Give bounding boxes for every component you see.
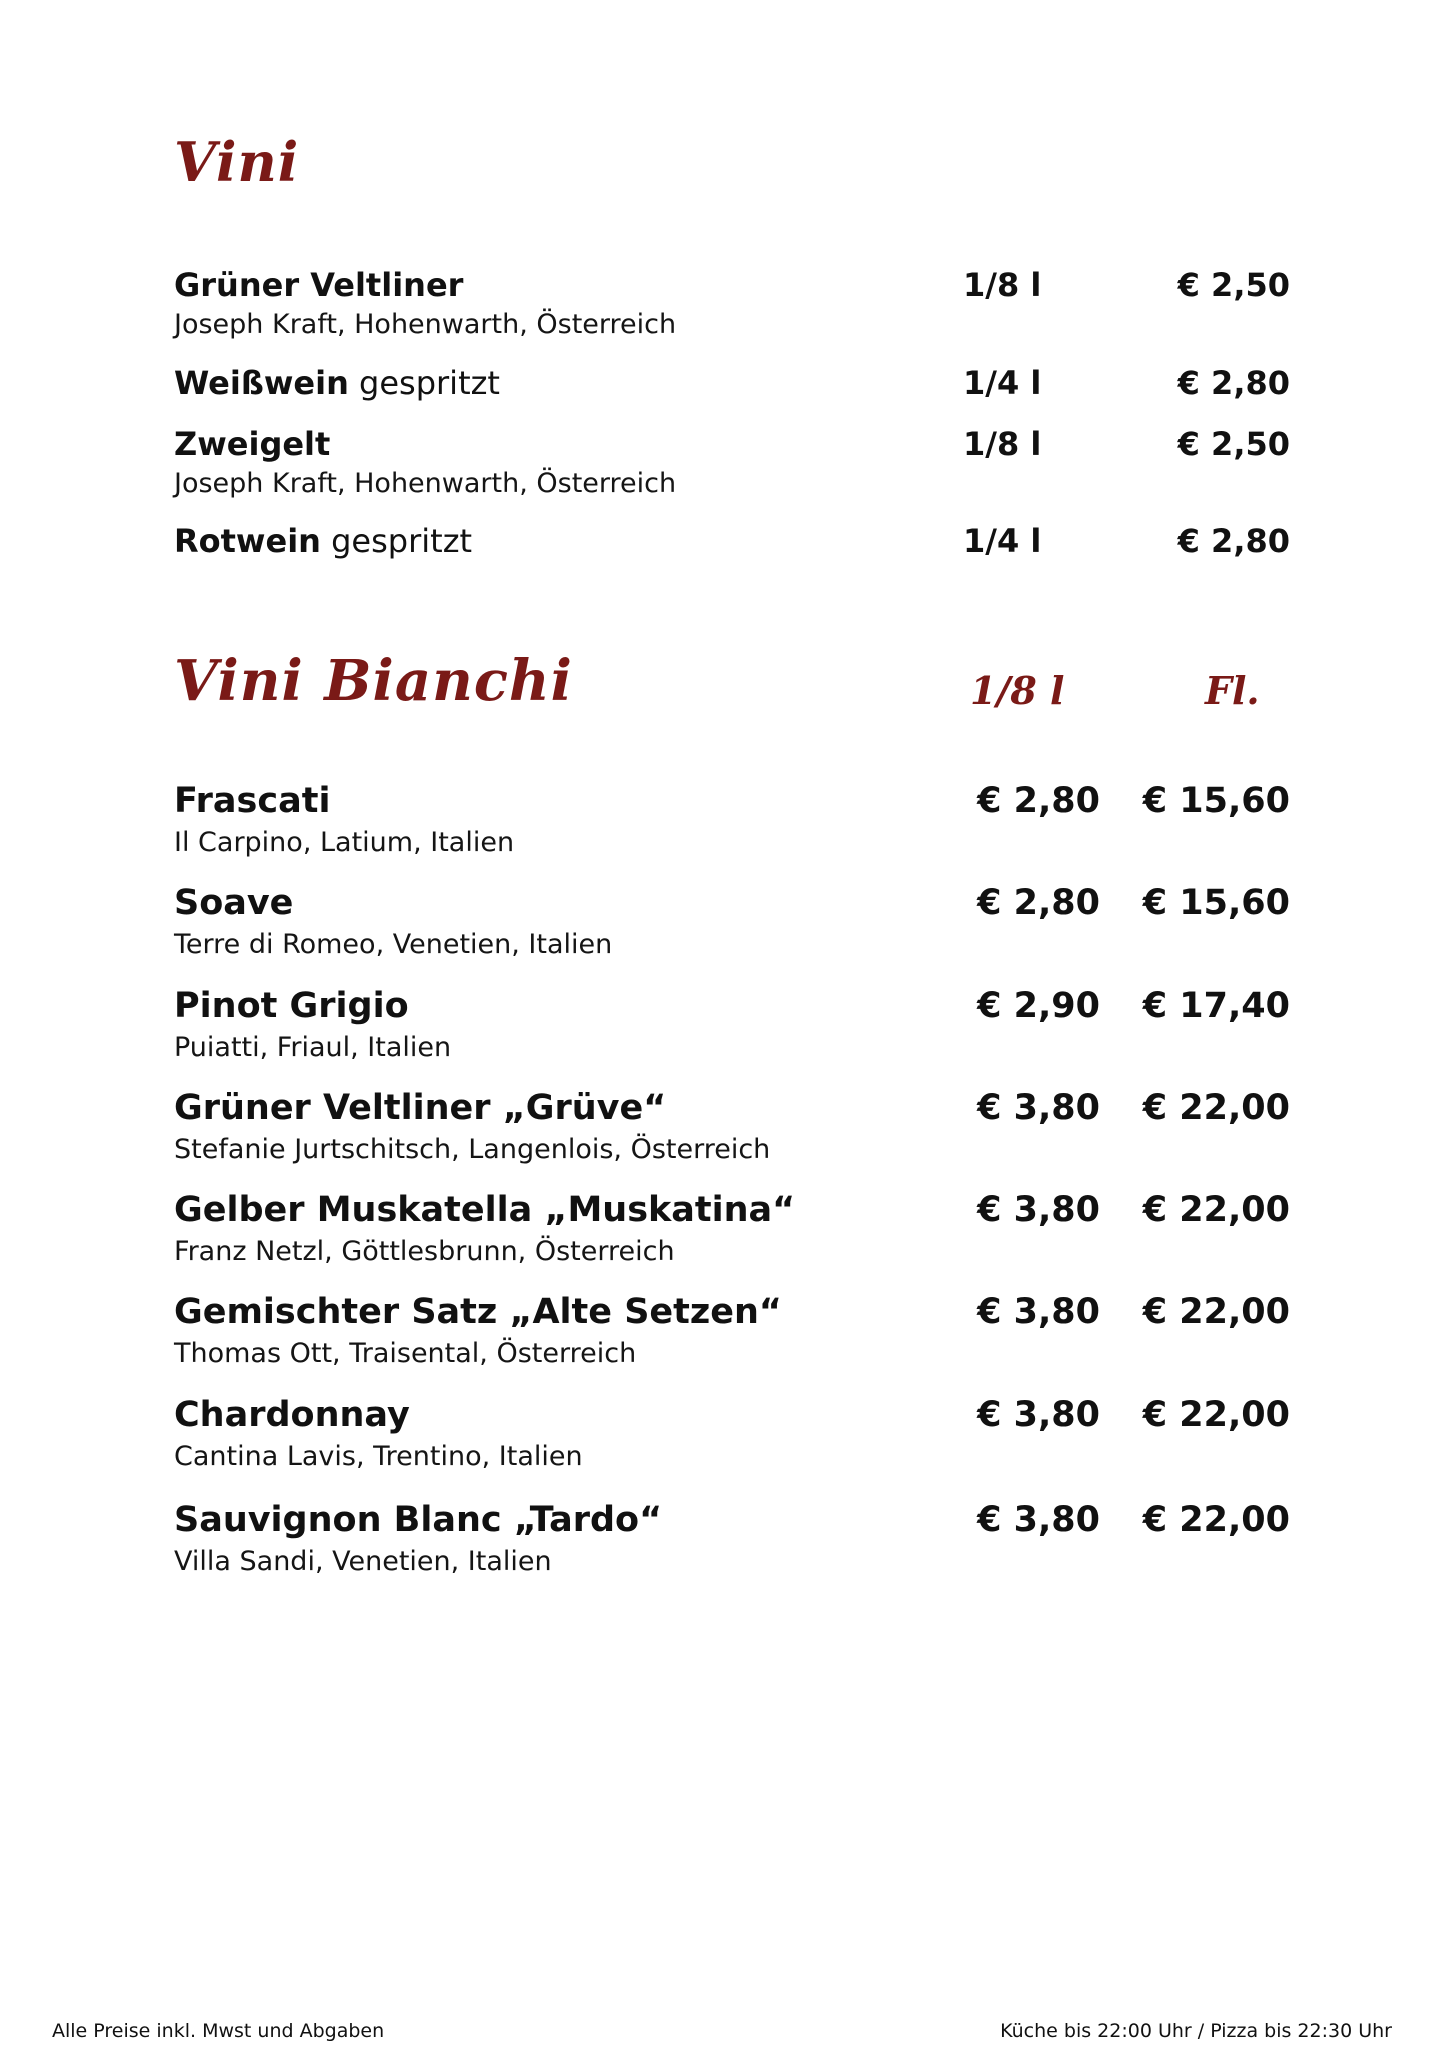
wine-name-extra: gespritzt	[320, 522, 473, 560]
section-heading-vini: Vini	[174, 130, 300, 194]
wine-price-glass: € 2,80	[977, 883, 1100, 923]
wine-price-glass: € 3,80	[977, 1395, 1100, 1435]
wine-price-glass: € 3,80	[977, 1500, 1100, 1540]
wine-price-bottle: € 22,00	[1142, 1500, 1290, 1540]
wine-volume: 1/8 l	[963, 266, 1042, 304]
wine-price: € 2,80	[1177, 364, 1290, 402]
wine-name: Grüner Veltliner „Grüve“	[174, 1088, 667, 1128]
wine-name-text: Grüner Veltliner	[174, 266, 464, 304]
wine-price-bottle: € 15,60	[1142, 781, 1290, 821]
wine-price-bottle: € 15,60	[1142, 883, 1290, 923]
wine-origin: Puiatti, Friaul, Italien	[174, 1032, 452, 1063]
wine-name-text: Rotwein	[174, 522, 321, 560]
section-heading-vini-bianchi: Vini Bianchi	[174, 648, 573, 714]
wine-price: € 2,80	[1177, 522, 1290, 560]
wine-price-bottle: € 22,00	[1142, 1088, 1290, 1128]
footer-price-note: Alle Preise inkl. Mwst und Abgaben	[52, 2020, 385, 2042]
wine-price-bottle: € 22,00	[1142, 1292, 1290, 1332]
wine-name: Frascati	[174, 781, 331, 821]
wine-origin: Franz Netzl, Göttlesbrunn, Österreich	[174, 1236, 675, 1267]
wine-price-bottle: € 22,00	[1142, 1190, 1290, 1230]
wine-price-glass: € 3,80	[977, 1088, 1100, 1128]
wine-price-bottle: € 17,40	[1142, 986, 1290, 1026]
wine-name	[174, 425, 330, 463]
wine-name: Pinot Grigio	[174, 986, 409, 1026]
wine-volume: 1/4 l	[963, 364, 1042, 402]
wine-volume: 1/4 l	[963, 522, 1042, 560]
wine-price-glass: € 3,80	[977, 1292, 1100, 1332]
wine-name	[174, 522, 472, 560]
wine-price: € 2,50	[1177, 266, 1290, 304]
footer-kitchen-hours: Küche bis 22:00 Uhr / Pizza bis 22:30 Uhr	[1000, 2020, 1392, 2042]
wine-name: Soave	[174, 883, 294, 923]
wine-name: Sauvignon Blanc „Tardo“	[174, 1500, 663, 1540]
wine-origin: Il Carpino, Latium, Italien	[174, 827, 515, 858]
wine-name-extra: gespritzt	[348, 364, 500, 402]
wine-origin: Joseph Kraft, Hohenwarth, Österreich	[174, 468, 677, 499]
wine-price: € 2,50	[1177, 425, 1290, 463]
wine-origin: Terre di Romeo, Venetien, Italien	[174, 929, 613, 960]
wine-volume: 1/8 l	[963, 425, 1042, 463]
wine-price-glass: € 3,80	[977, 1190, 1100, 1230]
wine-price-glass: € 2,80	[977, 781, 1100, 821]
wine-origin: Villa Sandi, Venetien, Italien	[174, 1546, 552, 1577]
wine-name: Chardonnay	[174, 1395, 410, 1435]
wine-origin: Joseph Kraft, Hohenwarth, Österreich	[174, 309, 677, 340]
wine-name	[174, 266, 463, 304]
wine-origin: Thomas Ott, Traisental, Österreich	[174, 1338, 637, 1369]
wine-name: Gemischter Satz „Alte Setzen“	[174, 1292, 782, 1332]
column-header-bottle: Fl.	[1205, 668, 1260, 713]
wine-price-bottle: € 22,00	[1142, 1395, 1290, 1435]
wine-name-text: Weißwein	[174, 364, 349, 402]
wine-name: Gelber Muskatella „Muskatina“	[174, 1190, 796, 1230]
wine-name-text: Zweigelt	[174, 425, 331, 463]
wine-name	[174, 364, 500, 402]
wine-origin: Cantina Lavis, Trentino, Italien	[174, 1441, 583, 1472]
wine-origin: Stefanie Jurtschitsch, Langenlois, Österreich	[174, 1134, 771, 1165]
column-header-glass: 1/8 l	[970, 668, 1065, 713]
wine-price-glass: € 2,90	[977, 986, 1100, 1026]
